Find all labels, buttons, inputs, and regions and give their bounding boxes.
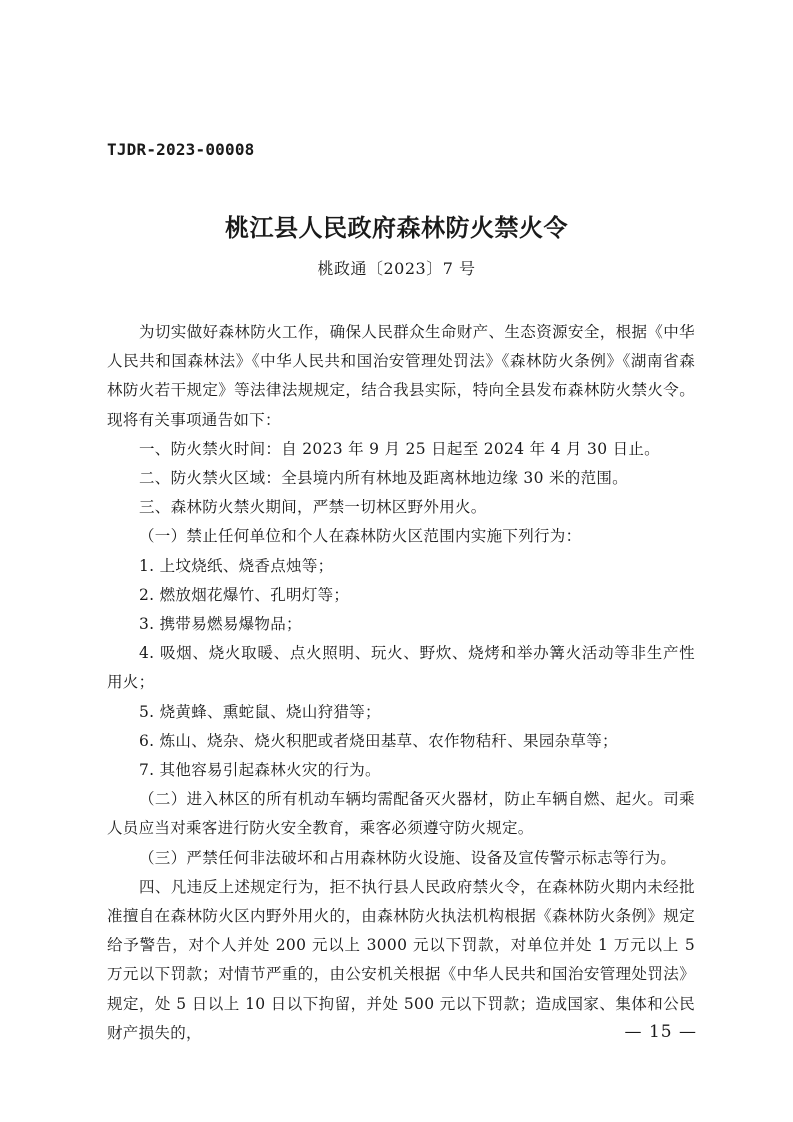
- list-item: 7. 其他容易引起森林火灾的行为。: [139, 761, 381, 780]
- list-item: 2. 燃放烟花爆竹、孔明灯等；: [139, 585, 350, 604]
- list-item: 6. 炼山、烧杂、烧火积肥或者烧田基草、农作物秸秆、果园杂草等；: [139, 731, 618, 750]
- list-item: 3. 携带易燃易爆物品；: [139, 615, 302, 634]
- subsection-2-vehicles: （二）进入林区的所有机动车辆均需配备灭火器材，防止车辆自燃、起火。司乘人员应当对乘客进行防火安全教育，乘客必须遵守防火规定。: [107, 790, 695, 838]
- document-subtitle: 桃政通〔2023〕7 号: [317, 259, 476, 278]
- document-title: 桃江县人民政府森林防火禁火令: [225, 214, 568, 242]
- subsection-1-heading: （一）禁止任何单位和个人在森林防火区范围内实施下列行为：: [139, 527, 582, 546]
- list-item: 1. 上坟烧纸、烧香点烛等；: [139, 556, 334, 575]
- document-number: TJDR-2023-00008: [107, 140, 255, 159]
- section-2-area: 二、防火禁火区域：全县境内所有林地及距离林地边缘 30 米的范围。: [139, 469, 628, 488]
- subsection-3-facilities: （三）严禁任何非法破坏和占用森林防火设施、设备及宣传警示标志等行为。: [139, 848, 677, 867]
- intro-paragraph: 为切实做好森林防火工作，确保人民群众生命财产、生态资源安全，根据《中华人民共和国森林法》《中华人民共和国治安管理处罚法》《森林防火条例》《湖南省森林防火若干规定》等法律法规规定，结合我县实际，特向全县发布森林防火禁火令。现将有关事项通告如下：: [107, 323, 695, 429]
- document-body: [107, 318, 695, 1048]
- section-1-time: 一、防火禁火时间：自 2023 年 9 月 25 日起至 2024 年 4 月 30 日止。: [139, 439, 660, 458]
- section-4-penalties: 四、凡违反上述规定行为，拒不执行县人民政府禁火令，在森林防火期内未经批准擅自在森林防火区内野外用火的，由森林防火执法机构根据《森林防火条例》规定给予警告，对个人并处 200 元以上 3000 元以下罚款，对单位并处 1 万元以上 5 万元以下罚款；对情节严重的，由公安机关根据《中华人民共和国治安管理处罚法》规定，处 5 日以上 10 日以下拘留，并处 500 元以下罚款；造成国家、集体和公民财产损失的，: [107, 877, 695, 1042]
- list-item: 4. 吸烟、烧火取暖、点火照明、玩火、野炊、烧烤和举办篝火活动等非生产性用火；: [107, 644, 695, 692]
- section-3-prohibition: 三、森林防火禁火期间，严禁一切林区野外用火。: [139, 498, 487, 517]
- page-number: — 15 —: [624, 1022, 697, 1042]
- list-item: 5. 烧黄蜂、熏蛇鼠、烧山狩猎等；: [139, 702, 381, 721]
